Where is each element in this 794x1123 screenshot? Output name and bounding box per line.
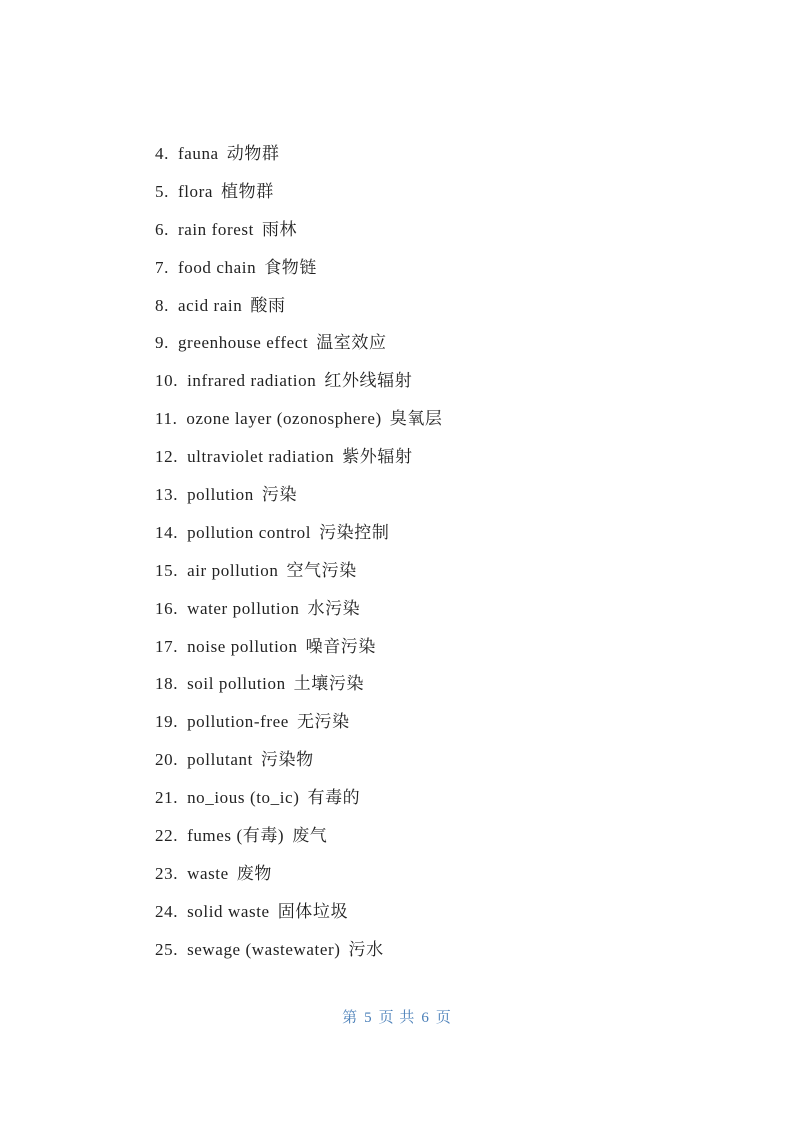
- item-number: 25.: [155, 939, 179, 959]
- vocab-item: [155, 482, 443, 520]
- english-term: ozone layer (ozonosphere): [186, 409, 382, 429]
- english-term: waste: [187, 863, 229, 883]
- english-term: infrared radiation: [187, 371, 317, 391]
- chinese-translation: 污染控制: [319, 522, 390, 542]
- item-number: 8.: [155, 295, 169, 315]
- footer-suffix: 页: [435, 1010, 452, 1026]
- vocabulary-list: [155, 141, 443, 975]
- english-term: flora: [177, 181, 214, 201]
- footer-current-page: 5: [364, 1010, 373, 1026]
- vocab-item: [155, 785, 443, 823]
- english-term: acid rain: [177, 295, 243, 315]
- item-number: 22.: [155, 826, 179, 846]
- vocab-item: [155, 671, 443, 709]
- item-number: 19.: [155, 712, 179, 732]
- english-term: solid waste: [187, 901, 270, 921]
- chinese-translation: 酸雨: [250, 295, 286, 315]
- item-number: 20.: [155, 750, 179, 770]
- vocab-item: [155, 444, 443, 482]
- item-number: 11.: [155, 409, 178, 429]
- english-term: no_ious (to_ic): [187, 788, 300, 808]
- item-number: 21.: [155, 788, 179, 808]
- footer-prefix: 第: [342, 1010, 359, 1026]
- vocab-item: [155, 709, 443, 747]
- item-number: 12.: [155, 447, 179, 467]
- chinese-translation: 温室效应: [316, 333, 387, 353]
- english-term: rain forest: [177, 219, 254, 239]
- chinese-translation: 动物群: [226, 144, 280, 163]
- vocab-item: [155, 823, 443, 861]
- item-number: 13.: [155, 485, 179, 505]
- english-term: greenhouse effect: [177, 333, 309, 353]
- english-term: pollution control: [187, 522, 312, 542]
- item-number: 18.: [155, 674, 179, 694]
- english-term: ultraviolet radiation: [187, 447, 335, 467]
- item-number: 7.: [155, 257, 169, 277]
- english-term: fumes (有毒): [187, 826, 285, 846]
- vocab-item: [155, 406, 443, 444]
- item-number: 16.: [155, 598, 179, 618]
- vocab-item: [155, 255, 443, 293]
- chinese-translation: 食物链: [264, 257, 317, 277]
- vocab-item: [155, 520, 443, 558]
- chinese-translation: 污水: [348, 939, 384, 959]
- chinese-translation: 雨林: [261, 219, 298, 239]
- chinese-translation: 固体垃圾: [277, 901, 349, 921]
- chinese-translation: 污染: [261, 485, 298, 505]
- chinese-translation: 有毒的: [307, 788, 361, 808]
- vocab-item: [155, 179, 443, 217]
- english-term: pollution: [187, 485, 254, 505]
- english-term: fauna: [177, 144, 219, 163]
- vocab-item: [155, 937, 443, 975]
- chinese-translation: 土壤污染: [293, 674, 365, 694]
- vocab-item: [155, 293, 443, 331]
- item-number: 5.: [155, 181, 169, 201]
- vocab-item: [155, 368, 443, 406]
- chinese-translation: 植物群: [221, 181, 274, 201]
- item-number: 6.: [155, 219, 169, 239]
- footer-middle: 页 共: [378, 1010, 416, 1026]
- vocab-item: [155, 217, 443, 255]
- vocab-item: [155, 747, 443, 785]
- english-term: noise pollution: [187, 636, 298, 656]
- english-term: water pollution: [187, 598, 300, 618]
- footer-total-pages: 6: [421, 1010, 430, 1026]
- chinese-translation: 污染物: [260, 750, 314, 770]
- item-number: 14.: [155, 522, 179, 542]
- chinese-translation: 无污染: [296, 712, 350, 732]
- english-term: air pollution: [187, 560, 279, 580]
- vocab-item: [155, 330, 443, 368]
- chinese-translation: 空气污染: [286, 560, 357, 580]
- vocab-item: [155, 141, 443, 179]
- chinese-translation: 紫外辐射: [342, 447, 413, 467]
- chinese-translation: 水污染: [307, 598, 361, 618]
- item-number: 10.: [155, 371, 179, 391]
- vocab-item: [155, 596, 443, 634]
- page-footer: [0, 1006, 794, 1027]
- vocab-item: [155, 558, 443, 596]
- chinese-translation: 噪音污染: [305, 636, 376, 656]
- item-number: 24.: [155, 901, 179, 921]
- english-term: soil pollution: [187, 674, 286, 694]
- item-number: 23.: [155, 863, 179, 883]
- vocab-item: [155, 861, 443, 899]
- english-term: pollutant: [187, 750, 253, 770]
- chinese-translation: 废气: [292, 826, 328, 846]
- english-term: food chain: [177, 257, 257, 277]
- chinese-translation: 废物: [236, 863, 272, 883]
- vocab-item: [155, 899, 443, 937]
- item-number: 15.: [155, 560, 179, 580]
- english-term: pollution-free: [187, 712, 289, 732]
- chinese-translation: 红外线辐射: [324, 371, 413, 391]
- english-term: sewage (wastewater): [187, 939, 341, 959]
- item-number: 9.: [155, 333, 169, 353]
- chinese-translation: 臭氧层: [389, 409, 443, 429]
- item-number: 17.: [155, 636, 179, 656]
- vocab-item: [155, 634, 443, 672]
- item-number: 4.: [155, 144, 169, 163]
